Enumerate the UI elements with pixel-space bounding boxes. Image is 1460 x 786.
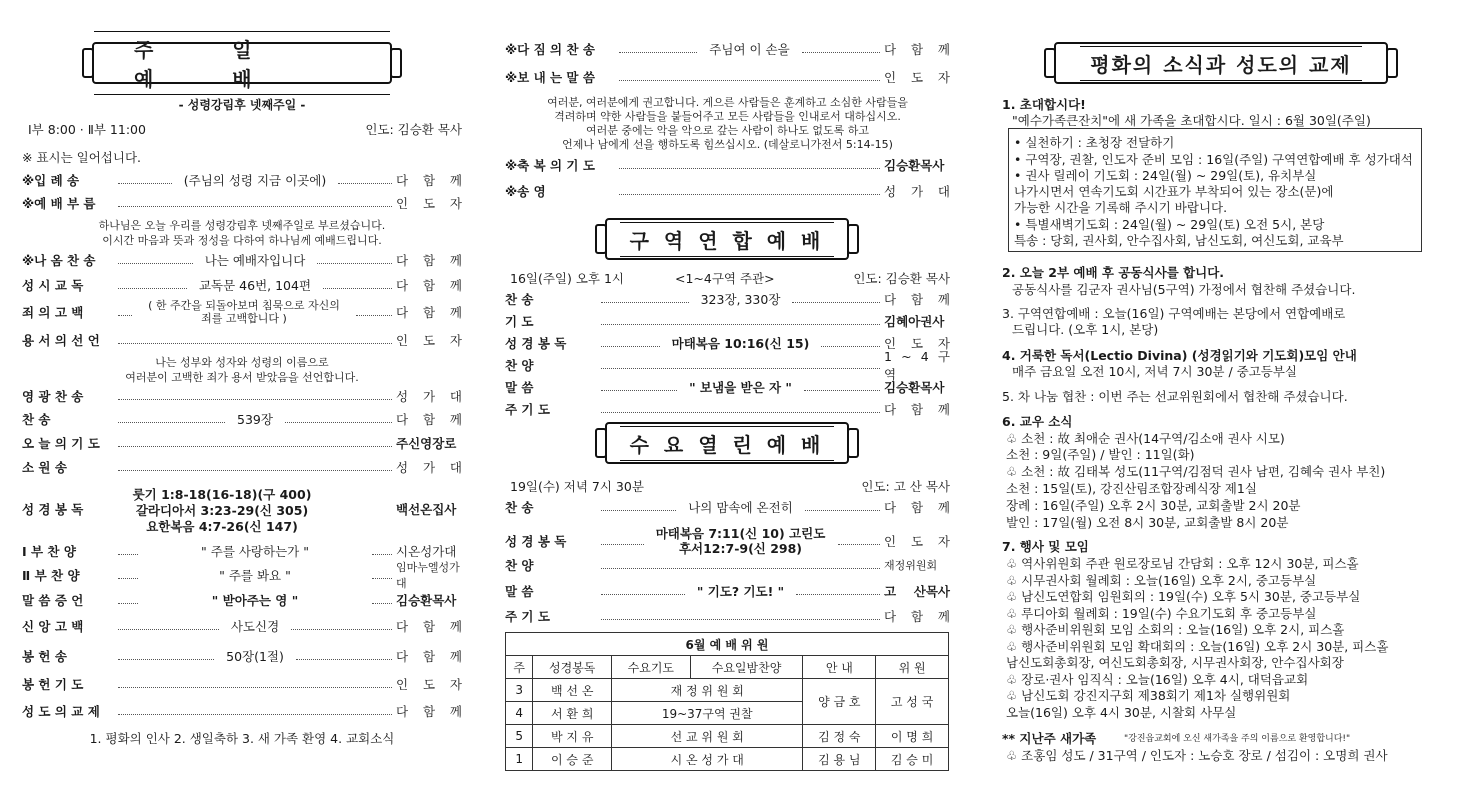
worship-leader: 인도: 김승환 목사 [365, 122, 462, 137]
section-text: 드립니다. (오후 1시, 본당) [1012, 322, 1159, 337]
order-row: 성 경 봉 독 마태복음 7:11(신 10) 고린도후서12:7-9(신 298) 인 도 자 [505, 526, 950, 556]
pardon-text: 여러분이 고백한 죄가 용서 받았음을 선언합니다. [125, 371, 359, 384]
wednesday-worship-banner: 수 요 열 린 예 배 [605, 422, 849, 464]
section-text: 5. 차 나눔 협찬 : 이번 주는 선교위원회에서 협찬해 주셨습니다. [1002, 389, 1348, 404]
order-row: 오 늘 의 기 도 주신영장로 [22, 436, 457, 451]
table-header: 안 내 [803, 656, 876, 679]
table-title: 6월 예 배 위 원 [506, 633, 949, 656]
unity-host: <1~4구역 주관> [675, 271, 775, 286]
order-row: 찬 양 재정위원회 [505, 558, 938, 573]
order-row: ※입 례 송 (주님의 성령 지금 이곳에) 다 함 께 [22, 173, 462, 188]
order-row: ※송 영 성 가 대 [505, 184, 950, 199]
news-line: ♧ 루디아회 월례회 : 19일(수) 수요기도회 후 중고등부실 [1006, 606, 1317, 621]
order-row: 영 광 찬 송 성 가 대 [22, 389, 462, 404]
unity-leader: 인도: 김승환 목사 [853, 271, 950, 286]
standing-note: ※ 표시는 일어섭니다. [22, 150, 141, 165]
section-title: ** 지난주 새가족 [1002, 731, 1097, 746]
pardon-text: 나는 성부와 성자와 성령의 이름으로 [155, 356, 329, 369]
table-header: 수요기도 [612, 656, 691, 679]
order-row: 봉 헌 송 50장(1절) 다 함 께 [22, 649, 463, 664]
news-banner: 평화의 소식과 성도의 교제 [1054, 42, 1388, 84]
wednesday-leader: 인도: 고 산 목사 [861, 479, 950, 494]
service-times: Ⅰ부 8:00 · Ⅱ부 11:00 [28, 122, 146, 137]
section-text: 매주 금요일 오전 10시, 저녁 7시 30분 / 중고등부실 [1012, 364, 1298, 379]
table-row: 4 서 환 희 19~37구역 권찰 [506, 702, 949, 725]
order-row: 찬 송 나의 맘속에 온전히 다 함 께 [505, 500, 950, 515]
sunday-subtitle: - 성령강림후 넷째주일 - [178, 98, 306, 112]
unity-worship-banner: 구 역 연 합 예 배 [605, 218, 849, 260]
reading-line: 요한복음 4:7-26(신 147) [146, 519, 298, 534]
news-line: ♧ 소천 : 故 최애순 권사(14구역/김소애 권사 시모) [1006, 431, 1285, 446]
section-text: "예수가족큰잔치"에 새 가족을 초대합시다. 일시 : 6월 30일(주일) [1012, 113, 1371, 128]
news-line: ♧ 역사위원회 주관 원로장로님 간담회 : 오후 12시 30분, 피스홀 [1006, 556, 1359, 571]
order-row: 기 도 김혜아권사 [505, 314, 945, 329]
unity-time: 16일(주일) 오후 1시 [510, 271, 625, 286]
order-row: 죄 의 고 백 ( 한 주간을 되돌아보며 침묵으로 자신의 죄를 고백합니다 ) 다 함 께 [22, 299, 462, 325]
sending-text: 격려하며 약한 사람들을 붙들어주고 모든 사람들을 인내로서 대하십시오. [554, 110, 901, 123]
table-row: 5 박 지 유 선 교 위 원 회 김 정 숙 이 명 희 [506, 725, 949, 748]
section-title: 4. 거룩한 독서(Lectio Divina) (성경읽기와 기도회)모임 안내 [1002, 348, 1357, 363]
news-line: ♧ 행사준비위원회 모임 소회의 : 오늘(16일) 오후 2시, 피스홀 [1006, 622, 1345, 637]
order-row: 말 씀 " 보냄을 받은 자 " 김승환목사 [505, 380, 945, 395]
news-line: 오늘(16일) 오후 4시 30분, 시찰회 사무실 [1006, 705, 1237, 720]
news-line: ♧ 시무권사회 월례회 : 오늘(16일) 오후 2시, 중고등부실 [1006, 573, 1317, 588]
section-title: 2. 오늘 2부 예배 후 공동식사를 합니다. [1002, 265, 1225, 280]
news-column [998, 0, 1436, 786]
section-title: 6. 교우 소식 [1002, 414, 1073, 429]
news-line: ♧ 소천 : 故 김태복 성도(11구역/김점덕 권사 남편, 김혜숙 권사 부친) [1006, 464, 1386, 479]
order-row: 주 기 도 다 함 께 [505, 402, 950, 417]
news-line: ♧ 조홍임 성도 / 31구역 / 인도자 : 노승호 장로 / 섬김이 : 오명희 권사 [1006, 748, 1388, 763]
order-row: ※축 복 의 기 도 김승환목사 [505, 158, 945, 173]
news-line: ♧ 남신도연합회 임원회의 : 19일(수) 오후 5시 30분, 중고등부실 [1006, 589, 1361, 604]
table-header: 위 원 [876, 656, 949, 679]
news-line: 소천 : 9일(주일) / 발인 : 11일(화) [1006, 447, 1195, 462]
reading-line: 룻기 1:8-18(16-18)(구 400) [132, 487, 312, 502]
order-row: ※나 옴 찬 송 나는 예배자입니다 다 함 께 [22, 253, 463, 268]
invitation-box: • 실천하기 : 초청장 전달하기 • 구역장, 권찰, 인도자 준비 모임 : 16일(주일) 구역연합예배 후 성가대석 • 권사 릴레이 기도회 : 24일(월) ~ 29일(토), 유치부실 나가시면서 연속기도회 시간표가 부착되어 있는 장소(문)에 가능한 시간을 기록해 주시기 바랍니다. • 특별새벽기도회 : 24일(월) ~ 29일(토) 오전 5시, 본당 특송 : 당회, 권사회, 안수집사회, 남신도회, 여신도회, 교육부 [1008, 128, 1422, 252]
order-row: 찬 송 323장, 330장 다 함 께 [505, 292, 951, 307]
order-row: 용 서 의 선 언 인 도 자 [22, 333, 462, 348]
call-text: 이시간 마음과 뜻과 정성을 다하여 하나님께 예배드립니다. [102, 234, 382, 247]
wednesday-time: 19일(수) 저녁 7시 30분 [510, 479, 644, 494]
news-line: ♧ 행사준비위원회 모임 확대회의 : 오늘(16일) 오후 2시 30분, 피스홀 [1006, 639, 1389, 654]
news-line: 발인 : 17일(월) 오전 8시 30분, 교회출발 8시 20분 [1006, 515, 1289, 530]
section-title: 1. 초대합시다! [1002, 97, 1086, 112]
order-row: 봉 헌 기 도 인 도 자 [22, 677, 462, 692]
order-row: 말 씀 증 언 " 받아주는 영 " 김승환목사 [22, 593, 457, 608]
table-header: 주 [506, 656, 533, 679]
section-text: 공동식사를 김군자 권사님(5구역) 가정에서 협찬해 주셨습니다. [1012, 282, 1356, 297]
sunday-worship-column [22, 0, 462, 786]
section-title: 7. 행사 및 모임 [1002, 539, 1089, 554]
june-worship-committee-table [505, 632, 949, 771]
unity-worship-column [505, 0, 950, 786]
order-row: 찬 양 1 ~ 4 구 역 [505, 349, 950, 382]
section-text: 3. 구역연합예배 : 오늘(16일) 구역예배는 본당에서 연합예배로 [1002, 306, 1346, 321]
order-row: 성 경 봉 독 마태복음 10:16(신 15) 인 도 자 [505, 336, 951, 351]
call-text: 하나님은 오늘 우리를 성령강림후 넷째주일로 부르셨습니다. [98, 219, 386, 232]
order-row: 성 경 봉 독 백선온집사 [22, 502, 457, 517]
news-line: ♧ 장로·권사 임직식 : 오늘(16일) 오후 4시, 대덕읍교회 [1006, 672, 1309, 687]
news-line: 장례 : 16일(주일) 오후 2시 30분, 교회출발 2시 20분 [1006, 498, 1301, 513]
order-row: ※예 배 부 름 인 도 자 [22, 196, 462, 211]
table-row: 3 백 선 온 재 정 위 원 회 양 금 호 고 성 국 [506, 679, 949, 702]
table-row: 1 이 승 준 시 온 성 가 대 김 용 님 김 승 미 [506, 748, 949, 771]
table-header: 수요일밤찬양 [690, 656, 803, 679]
news-line: 소천 : 15일(토), 강진산림조합장례식장 제1실 [1006, 481, 1257, 496]
order-row: ※보 내 는 말 씀 인 도 자 [505, 70, 950, 85]
sunday-worship-banner: 주 일 예 배 [92, 42, 392, 84]
fellowship-list: 1. 평화의 인사 2. 생일축하 3. 새 가족 환영 4. 교회소식 [89, 731, 395, 746]
order-row: ※다 짐 의 찬 송 주님여 이 손을 다 함 께 [505, 42, 950, 57]
order-row: 주 기 도 다 함 께 [505, 609, 950, 624]
sending-text: 여러분 중에는 악을 악으로 갚는 사람이 하나도 없도록 하고 [586, 124, 869, 137]
news-line: 남신도회총회장, 여신도회총회장, 시무권사회장, 안수집사회장 [1006, 655, 1344, 670]
sending-text: 여러분, 여러분에게 권고합니다. 게으른 사람들은 훈계하고 소심한 사람들을 [547, 96, 908, 109]
order-row: 찬 송 539장 다 함 께 [22, 412, 462, 427]
sending-text: 언제나 남에게 선을 행하도록 힘쓰십시오. (데살로니가전서 5:14-15) [562, 138, 893, 151]
order-row: 성 도 의 교 제 다 함 께 [22, 704, 462, 719]
order-row: 신 앙 고 백 사도신경 다 함 께 [22, 619, 462, 634]
reading-line: 갈라디아서 3:23-29(신 305) [135, 503, 309, 518]
order-row: Ⅱ 부 찬 양 " 주를 봐요 " 임마누엘성가대 [22, 561, 460, 590]
order-row: Ⅰ 부 찬 양 " 주를 사랑하는가 " 시온성가대 [22, 544, 457, 559]
table-header: 성경봉독 [533, 656, 612, 679]
order-row: 소 원 송 성 가 대 [22, 460, 462, 475]
news-line: ♧ 남신도회 강진지구회 제38회기 제1차 실행위원회 [1006, 688, 1291, 703]
order-row: 성 시 교 독 교독문 46번, 104편 다 함 께 [22, 278, 462, 293]
order-row: 말 씀 " 기도? 기도! " 고 산목사 [505, 584, 950, 599]
welcome-note: "강진읍교회에 오신 새가족을 주의 이름으로 환영합니다!" [1124, 734, 1351, 744]
